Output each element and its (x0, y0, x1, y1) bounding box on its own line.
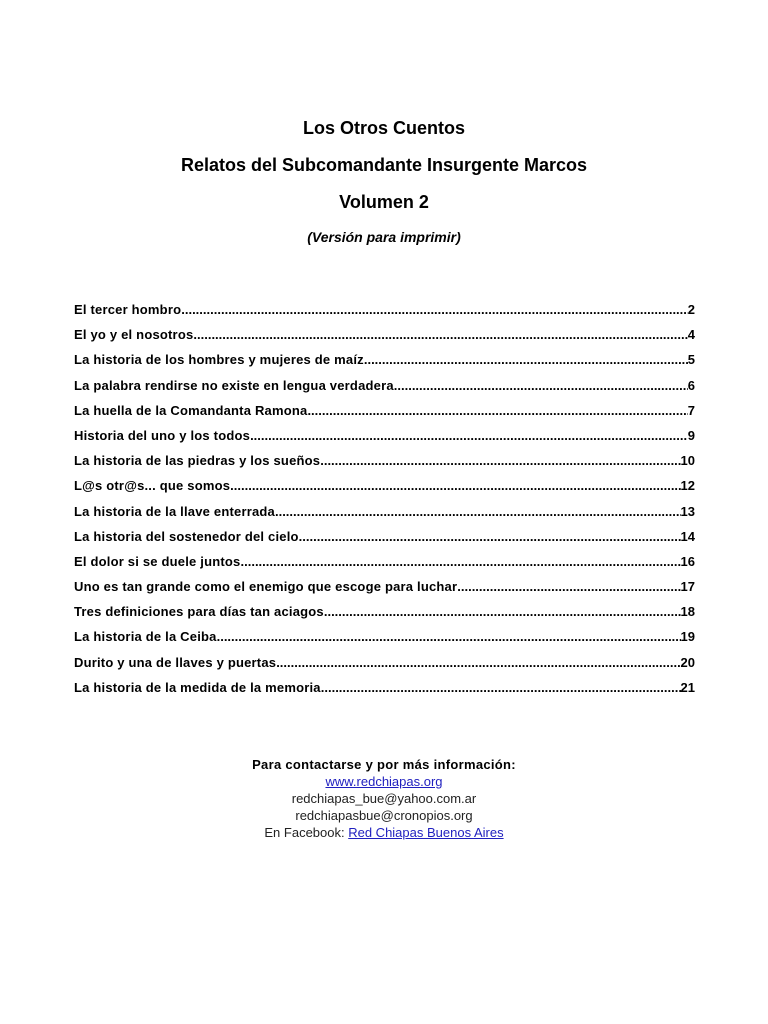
toc-entry-page: 12 (680, 478, 695, 494)
toc-entry-page: 16 (680, 553, 695, 569)
toc-entry-page: 19 (680, 629, 695, 645)
toc-entry[interactable] (74, 655, 695, 680)
toc-entry[interactable] (74, 352, 695, 377)
document-title: Los Otros Cuentos (302, 118, 465, 138)
toc-entry[interactable] (74, 453, 695, 478)
volume-label: Volumen 2 (339, 192, 429, 212)
toc-dot-leader (250, 428, 688, 443)
facebook-link[interactable]: Red Chiapas Buenos Aires (348, 825, 504, 840)
toc-entry[interactable] (74, 428, 695, 453)
toc-entry[interactable] (74, 529, 695, 554)
contact-email-2: redchiapasbue@cronopios.org (295, 808, 473, 823)
toc-entry[interactable] (74, 504, 695, 529)
toc-entry-title: La palabra rendirse no existe en lengua verdadera (74, 377, 394, 393)
toc-entry-page: 5 (687, 352, 695, 368)
toc-dot-leader (321, 680, 681, 695)
toc-entry[interactable] (74, 554, 695, 579)
toc-entry-title: Tres definiciones para días tan aciagos (74, 604, 324, 620)
toc-entry-title: Historia del uno y los todos (74, 427, 251, 443)
toc-entry-title: El tercer hombro (74, 302, 182, 317)
toc-dot-leader (276, 655, 680, 670)
toc-dot-leader (241, 554, 681, 569)
website-link[interactable]: www.redchiapas.org (325, 774, 443, 789)
toc-entry-title: La huella de la Comandanta Ramona (74, 402, 308, 418)
toc-entry-title: La historia de la Ceiba (74, 629, 217, 645)
toc-dot-leader (275, 504, 681, 519)
toc-entry-title: El yo y el nosotros (74, 327, 194, 343)
toc-dot-leader (217, 629, 681, 644)
toc-entry-title: La historia de la medida de la memoria (74, 679, 321, 695)
toc-dot-leader (307, 403, 687, 418)
toc-entry[interactable] (74, 604, 695, 629)
toc-entry-title: L@s otr@s... que somos (74, 478, 231, 494)
edition-note: (Versión para imprimir) (307, 229, 461, 245)
toc-entry-page: 4 (687, 327, 695, 343)
toc-dot-leader (364, 352, 688, 367)
toc-entry-page: 6 (687, 377, 695, 393)
toc-entry-page: 7 (687, 402, 695, 418)
toc-entry-title: La historia de las piedras y los sueños (74, 453, 321, 469)
toc-entry-page: 17 (680, 579, 695, 595)
toc-dot-leader (230, 478, 680, 493)
toc-entry-title: El dolor si se duele juntos (74, 553, 241, 569)
toc-entry-page: 20 (680, 654, 695, 670)
toc-entry-title: Durito y una de llaves y puertas (74, 654, 277, 670)
toc-dot-leader (181, 302, 688, 317)
facebook-prefix: En Facebook: (264, 825, 349, 840)
facebook-line (0, 824, 768, 841)
toc-dot-leader (324, 604, 681, 619)
toc-entry-title: La historia del sostenedor del cielo (74, 528, 299, 544)
toc-entry[interactable] (74, 403, 695, 428)
toc-entry-title: Uno es tan grande como el enemigo que escoge para luchar (74, 579, 458, 595)
toc-dot-leader (394, 378, 688, 393)
contact-heading: Para contactarse y por más información: (252, 757, 516, 772)
toc-entry-page: 13 (680, 503, 695, 519)
toc-dot-leader (320, 453, 680, 468)
toc-entry[interactable] (74, 680, 695, 705)
toc-dot-leader (457, 579, 680, 594)
toc-entry-title: La historia de la llave enterrada (74, 503, 275, 519)
toc-entry[interactable] (74, 302, 695, 327)
table-of-contents (74, 302, 695, 705)
toc-entry-page: 2 (687, 302, 695, 317)
contact-email-1: redchiapas_bue@yahoo.com.ar (291, 791, 477, 806)
toc-dot-leader (299, 529, 681, 544)
contact-section (0, 756, 768, 841)
toc-dot-leader (193, 327, 687, 342)
toc-entry-page: 9 (687, 427, 695, 443)
toc-entry[interactable] (74, 378, 695, 403)
toc-entry-title: La historia de los hombres y mujeres de maíz (74, 352, 364, 368)
toc-entry-page: 14 (680, 528, 695, 544)
toc-entry[interactable] (74, 579, 695, 604)
toc-entry[interactable] (74, 629, 695, 654)
toc-entry-page: 10 (680, 453, 695, 469)
toc-entry-page: 18 (680, 604, 695, 620)
document-subtitle: Relatos del Subcomandante Insurgente Marcos (180, 155, 588, 175)
toc-entry-page: 21 (680, 679, 695, 695)
toc-entry[interactable] (74, 478, 695, 503)
toc-entry[interactable] (74, 327, 695, 352)
